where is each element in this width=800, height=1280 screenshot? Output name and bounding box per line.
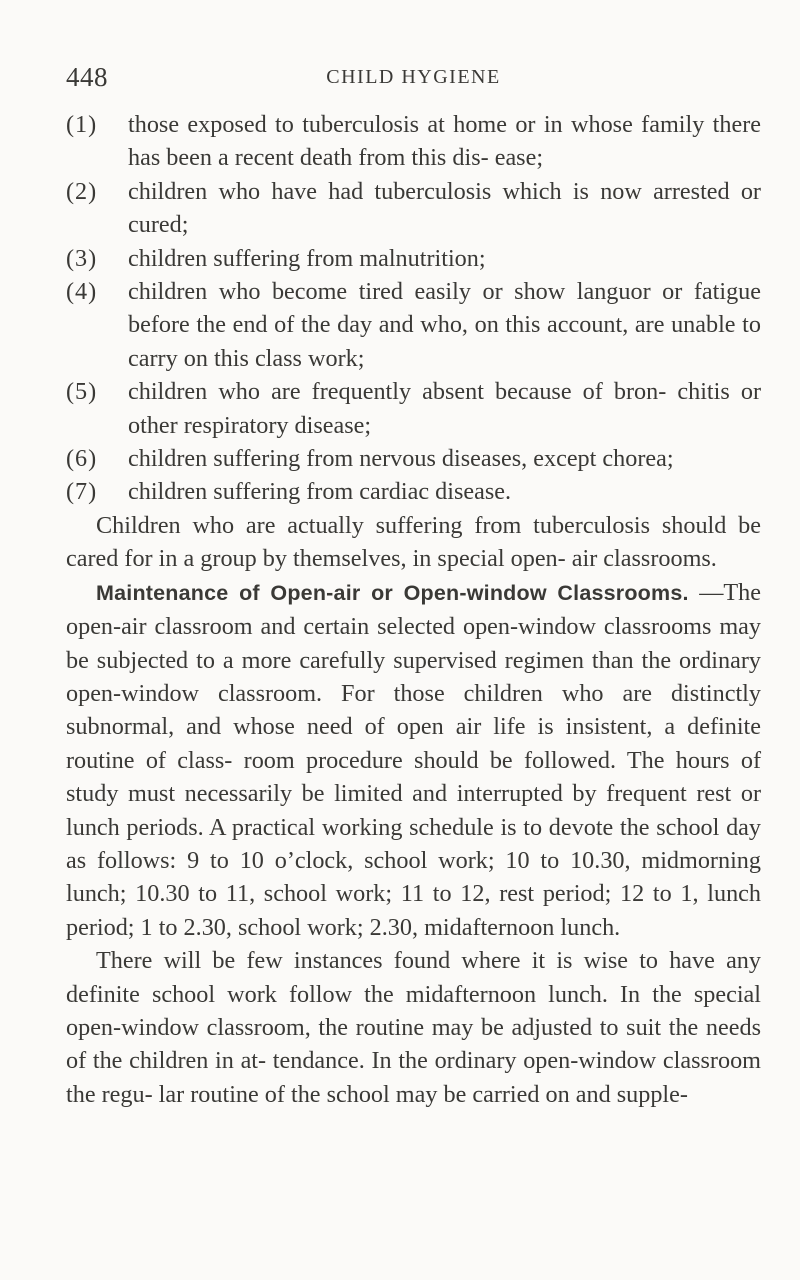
list-item	[66, 275, 761, 375]
section-heading: Maintenance of Open-air or Open-window Classrooms.	[96, 580, 689, 605]
list-text: those exposed to tuberculosis at home or in whose family there has been a recent death from this dis- ease;	[128, 111, 761, 172]
list-item	[66, 475, 761, 508]
running-title: CHILD HYGIENE	[326, 66, 501, 88]
list-number: (4)	[66, 278, 98, 306]
list-item	[66, 375, 761, 442]
list-number: (7)	[66, 478, 98, 506]
list-item	[66, 108, 761, 175]
list-item	[66, 242, 761, 275]
running-head	[66, 62, 761, 102]
list-text: children suffering from nervous diseases, except chorea;	[128, 445, 674, 473]
list-number: (5)	[66, 378, 98, 406]
paragraph-tuberculosis-group: Children who are actually suffering from tuberculosis should be cared for in a group by themselves, in special open- air classrooms.	[66, 511, 761, 573]
list-text: children who are frequently absent because of bron- chitis or other respiratory disease;	[128, 378, 761, 439]
list-item	[66, 442, 761, 475]
list-text: children suffering from malnutrition;	[128, 244, 486, 272]
list-text: children suffering from cardiac disease.	[128, 478, 512, 506]
paragraph-routine: There will be few instances found where it is wise to have any definite school work follow the midafternoon lunch. In the special open-window classroom, the routine may be adjusted to suit the needs of the children in at- tendance. In the ordinary open-window classroom the regu- lar routine of the school may be carried on and supple-	[66, 947, 761, 1108]
list-text: children who become tired easily or show languor or fatigue before the end of the day and who, on this account, are unable to carry on this class work;	[128, 278, 761, 372]
paragraph-maintenance-body: —The open-air classroom and certain selected open-window classrooms may be subjected to a more carefully supervised regimen than the ordinary open-window classroom. For those children who are distinctly subnormal, and whose need of open air life is insistent, a definite routine of class- room procedure should be followed. The hours of study must necessarily be limited and interrupted by frequent rest or lunch periods. A practical working schedule is to devote the school day as follows: 9 to 10 o’clock, school work; 10 to 10.30, midmorning lunch; 10.30 to 11, school work; 11 to 12, rest period; 12 to 1, lunch period; 1 to 2.30, school work; 2.30, midafternoon lunch.	[66, 578, 761, 941]
body-text	[66, 108, 761, 1111]
paragraph-maintenance	[66, 576, 761, 944]
list-number: (1)	[66, 111, 98, 138]
page-number: 448	[66, 62, 108, 92]
list-number: (3)	[66, 244, 98, 272]
list-number: (6)	[66, 445, 98, 473]
list-text: children who have had tuberculosis which is now arrested or cured;	[128, 177, 761, 239]
list-item	[66, 175, 761, 242]
list-number: (2)	[66, 177, 98, 205]
